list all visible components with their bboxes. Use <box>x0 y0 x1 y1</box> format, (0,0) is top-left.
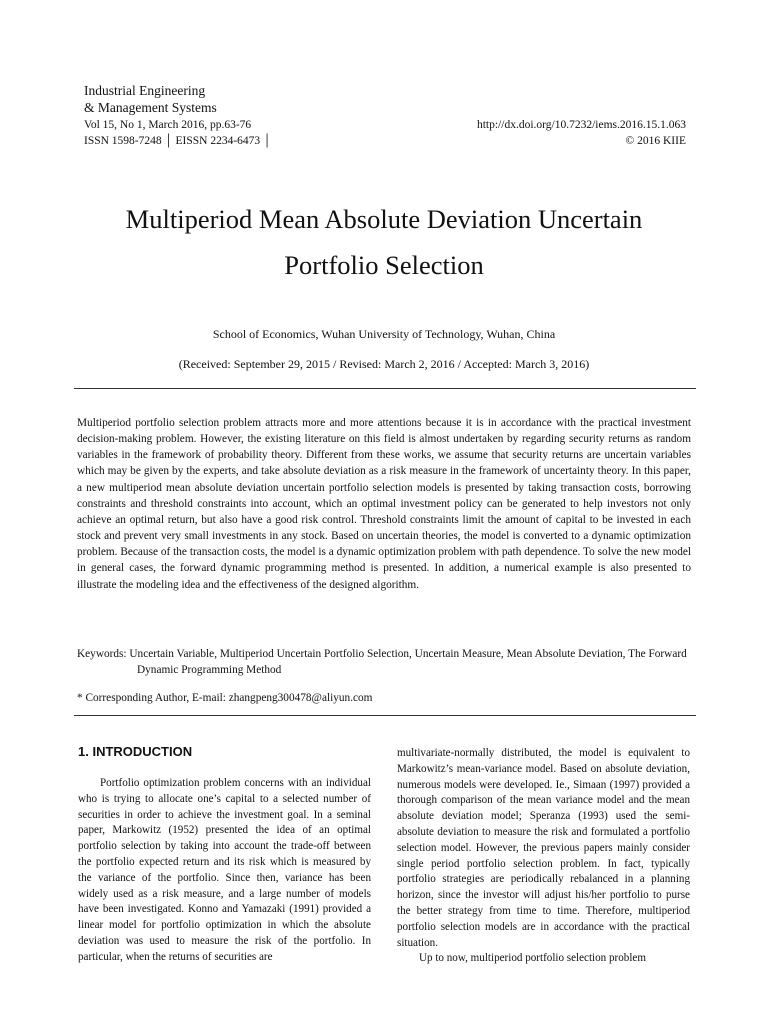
volume-info: Vol 15, No 1, March 2016, pp.63-76 <box>84 119 252 131</box>
section-heading: 1. INTRODUCTION <box>78 744 193 759</box>
issn-info: ISSN 1598-7248 │ EISSN 2234-6473 │ <box>84 135 272 147</box>
journal-name-line2: & Management Systems <box>84 100 217 115</box>
abstract-text: Multiperiod portfolio selection problem attracts more and more attentions because it is in accordance with the practical investment decision-making problem. However, the existing literature on this field is almost undertaken by regarding security returns as random variables in the framework of probability theory. Different from these works, we assume that security returns are uncertain variables which may be given by the experts, and take absolute deviation as a risk measure in the framework of uncertainty theory. In this paper, a new multiperiod mean absolute deviation uncertain portfolio selection models is presented by taking transaction costs, borrowing constraints and threshold constraints into account, which an optimal investment policy can be generated to help investors not only achieve an optimal return, but also have a good risk control. Threshold constraints limit the amount of capital to be invested in each stock and prevent very small investments in any stock. Based on uncertain theories, the model is converted to a dynamic optimization problem. Because of the transaction costs, the model is a dynamic optimization problem with path dependence. To solve the new model in general cases, the forward dynamic programming method is presented. In addition, a numerical example is also presented to illustrate the modeling idea and the effectiveness of the designed algorithm. <box>77 417 691 591</box>
corresponding-author: * Corresponding Author, E-mail: zhangpeng300478@aliyun.com <box>77 692 373 704</box>
body-column-right <box>397 746 690 967</box>
doi-block <box>477 117 686 149</box>
author-affiliation: School of Economics, Wuhan University of Technology, Wuhan, China <box>212 327 556 341</box>
keywords: Keywords: Uncertain Variable, Multiperiod Uncertain Portfolio Selection, Uncertain Measure, Mean Absolute Deviation, The Forward Dynamic Programming Method <box>77 648 687 676</box>
paper-title-line2: Portfolio Selection <box>284 250 484 280</box>
paragraph: Up to now, multiperiod portfolio selection problem <box>419 952 646 965</box>
journal-name-line1: Industrial Engineering <box>84 83 206 98</box>
publication-info <box>84 117 271 149</box>
divider-top <box>74 388 696 389</box>
body-column-left: Portfolio optimization problem concerns with an individual who is trying to allocate one’s capital to a selected number of securities in order to achieve the investment goal. In a seminal paper, Markowitz (1952) presented the idea of an optimal portfolio selection by taking into account the trade-off between the portfolio expected return and its risk which is measured by the variance of the portfolio. Since then, variance has been widely used as a risk measure, and a large number of models have been investigated. Konno and Yamazaki (1991) provided a linear model for portfolio optimization in which the absolute deviation was used to measure the risk of the portfolio. In particular, when the returns of securities are <box>78 777 371 963</box>
divider-bottom <box>74 715 696 716</box>
paper-title <box>40 196 728 288</box>
copyright: © 2016 KIIE <box>625 135 686 147</box>
doi-link[interactable]: http://dx.doi.org/10.7232/iems.2016.15.1.063 <box>476 119 686 131</box>
submission-dates: (Received: September 29, 2015 / Revised: March 2, 2016 / Accepted: March 3, 2016) <box>178 357 590 371</box>
paper-title-line1: Multiperiod Mean Absolute Deviation Uncertain <box>125 204 643 234</box>
paragraph: multivariate-normally distributed, the model is equivalent to Markowitz’s mean-variance model. Based on absolute deviation, numerous models were developed. Ie., Simaan (1997) provided a thorough comparison of the mean variance model and the mean absolute deviation model; Speranza (1993) used the semi-absolute deviation to measure the risk and formulated a portfolio selection model. However, the previous papers mainly consider single period portfolio selection problem. In fact, typically portfolio strategies are periodically rebalanced in a planning horizon, since the investor will adjust his/her portfolio to purse the better strategy from time to time. Therefore, multiperiod portfolio selection models are in accordance with the practical situation. <box>397 747 690 949</box>
journal-name <box>84 82 217 116</box>
